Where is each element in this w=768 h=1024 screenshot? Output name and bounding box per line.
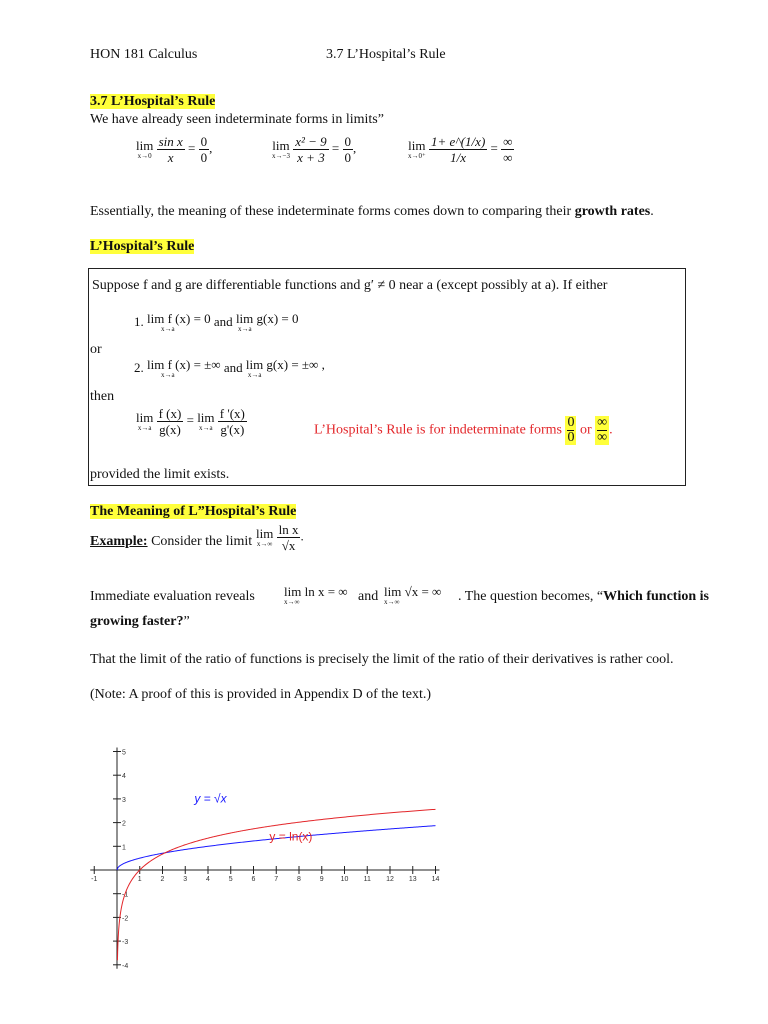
example-limit: lim x→∞ $\frac{\text{ln x}}{√x}$ . [256,522,304,553]
x-tick-label: 4 [206,876,210,883]
condition-2: 2. lim f (x) = ±∞ x→a and lim g(x) = ±∞ , x→a [134,357,325,379]
x-tick-label: 6 [251,876,256,883]
x-tick-label: 10 [340,876,349,883]
growth-chart [86,735,456,970]
growth-rates-sentence: Essentially, the meaning of these indeterminate forms comes down to comparing their growth rates. [90,204,654,219]
ratio-sentence: That the limit of the ratio of functions is precisely the limit of the ratio of their derivatives is rather cool. [90,652,674,667]
y-tick-label: 1 [122,844,126,852]
then-text: then [90,389,115,404]
question-text-cont: growing faster?” [90,614,190,629]
intro-text: We have already seen indeterminate forms in limits” [90,112,384,127]
condition-1: 1. lim f (x) = 0 x→a and lim g(x) = 0 x→a [134,311,299,333]
y-tick-label: -2 [122,915,129,923]
theorem-hypothesis: Suppose f and g are differentiable functions and g′ ≠ 0 near a (except possibly at a). If either [92,278,608,293]
ln-label: y = ln(x) [269,829,313,844]
x-tick-label: 5 [228,876,233,883]
limit-sqrt: lim √x = ∞ x→∞ [384,584,442,606]
x-tick-label: 3 [183,876,188,883]
example-limit-2: lim x→−3 $\frac{\text{x² − 9}}{x + 3}$ = $\frac{0}{0}$ , [272,134,357,165]
y-tick-label: 3 [122,796,126,804]
x-tick-label: 8 [297,876,301,883]
x-tick-label: 14 [431,876,440,883]
provided-text: provided the limit exists. [90,467,230,482]
rule-title: L’Hospital’s Rule [90,239,195,254]
x-tick-label: 13 [408,876,417,883]
x-tick-label: 11 [363,876,371,883]
x-tick-label: -1 [91,876,98,883]
example-limit-3: lim x→0⁺ $\frac{1+ e\^{}(1/x)}{1/x}$ = $\frac{\infty}{\infty}$ [408,134,513,165]
or-text: or [90,342,102,357]
sqrt-label: y = √x [194,791,227,806]
example-sentence: Example: Consider the limit [90,534,253,549]
x-tick-label: 7 [274,876,279,883]
y-tick-label: 4 [122,773,126,781]
course-header: HON 181 Calculus [90,47,198,62]
x-tick-label: 12 [386,876,394,883]
x-tick-label: 1 [137,876,142,883]
y-tick-label: 2 [122,820,126,828]
section-header: 3.7 L’Hospital’s Rule [326,47,446,62]
section-title: 3.7 L’Hospital’s Rule [90,94,216,109]
limit-ln: lim ln x = ∞ x→∞ [284,584,348,606]
y-tick-label: -4 [122,962,129,970]
y-tick-label: -1 [122,891,129,899]
proof-note: (Note: A proof of this is provided in Appendix D of the text.) [90,687,432,702]
y-tick-label: -3 [122,939,129,947]
example-limit-1: lim x→0 $\frac{\text{sin x}}{x}$ = $\frac{0}{0}$ , [136,134,213,165]
chart-ticks [91,750,439,970]
x-tick-label: 9 [319,876,324,883]
lhospital-formula: lim x→a $\frac{f (x)}{g(x)}$ = lim x→a $\frac{f '(x)}{g'(x)}$ [136,406,245,437]
immediate-evaluation: Immediate evaluation reveals [90,589,255,604]
question-text: . The question becomes, “Which function is [458,589,709,604]
and-text: and [358,589,379,604]
chart-axes [90,748,439,969]
meaning-title: The Meaning of L”Hospital’s Rule [90,504,297,519]
y-tick-label: 5 [122,749,126,757]
indeterminate-note: L’Hospital’s Rule is for indeterminate forms $\frac{0}{0}$ or ∞ ∞ . [314,415,613,445]
x-tick-label: 2 [160,876,165,883]
